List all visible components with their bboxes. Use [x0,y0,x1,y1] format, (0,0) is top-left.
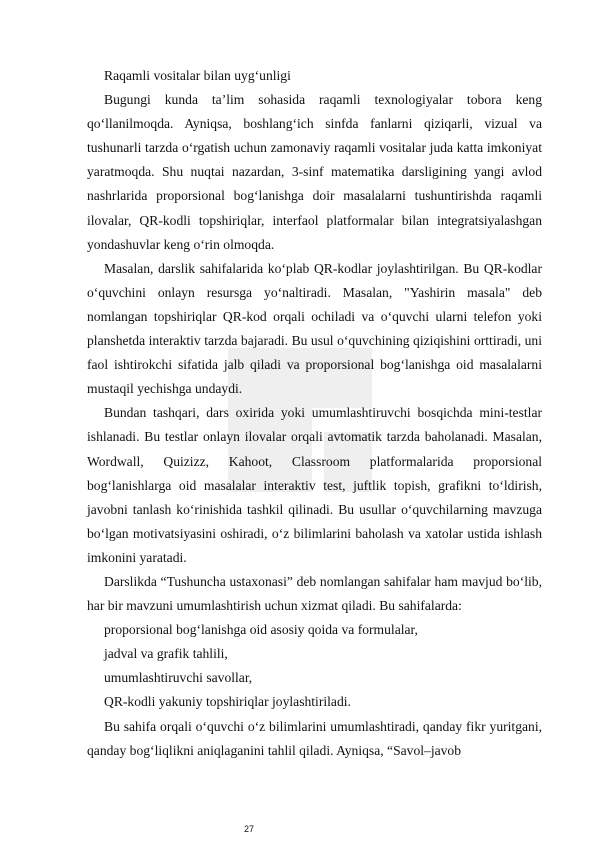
paragraph-3: Bundan tashqari, dars oxirida yoki umumlashtiruvchi bosqichda mini-testlar ishlanadi. Bu testlar onlayn ilovalar orqali avtomatik tarzda baholanadi. Masalan, Wordwall, Quizizz, Kahoot, Classroom platformalarida proporsional bog‘lanishlarga oid masalalar interaktiv test, juftlik topish, grafikni to‘ldirish, javobni tanlash ko‘rinishida tashkil qilinadi. Bu usullar o‘quvchilarning mavzuga bo‘lgan motivatsiyasini oshiradi, o‘z bilimlarini baholash va xatolar ustida ishlash imkonini yaratadi. [87,405,542,565]
page-content [87,64,542,763]
list-item: proporsional bog‘lanishga oid asosiy qoida va formulalar, [104,622,418,638]
paragraph-5: Bu sahifa orqali o‘quvchi o‘z bilimlarini umumlashtiradi, qanday fikr yuritgani, qanday bog‘liqlikni aniqlaganini tahlil qiladi. Ayniqsa, “Savol–javob [87,718,542,758]
paragraph-4: Darslikda “Tushuncha ustaxonasi” deb nomlangan sahifalar ham mavjud bo‘lib, har bir mavzuni umumlashtirish uchun xizmat qiladi. Bu sahifalarda: [87,573,542,614]
paragraph-2: Masalan, darslik sahifalarida ko‘plab QR-kodlar joylashtirilgan. Bu QR-kodlar o‘quvchini onlayn resursga yo‘naltiradi. Masalan, "Yashirin masala" deb nomlangan topshiriqlar QR-kod orqali ochiladi va o‘quvchi ularni telefon yoki planshetda interaktiv tarzda bajaradi. Bu usul o‘quvchining qiziqishini orttiradi, uni faol ishtirokchi sifatida jalb qiladi va proporsional bog‘lanishga oid masalalarni mustaqil yechishga undaydi. [87,260,542,397]
list-item: jadval va grafik tahlili, [104,646,228,662]
list-item: QR-kodli yakuniy topshiriqlar joylashtiriladi. [104,694,351,710]
page-number: 27 [244,824,255,834]
section-heading: Raqamli vositalar bilan uyg‘unligi [104,68,291,83]
paragraph-1: Bugungi kunda ta’lim sohasida raqamli texnologiyalar tobora keng qo‘llanilmoqda. Ayniqsa, boshlang‘ich sinfda fanlarni qiziqarli, vizual va tushunarli tarzda o‘rgatish uchun zamonaviy raqamli vositalar juda katta imkoniyat yaratmoqda. Shu nuqtai nazardan, 3-sinf matematika darsligining yangi avlod nashrlarida proporsional bog‘lanishga doir masalalarni tushuntirishda raqamli ilovalar, QR-kodli topshiriqlar, interfaol platformalar bilan integratsiyalashgan yondashuvlar keng o‘rin olmoqda. [87,92,542,252]
list-item: umumlashtiruvchi savollar, [104,670,253,686]
